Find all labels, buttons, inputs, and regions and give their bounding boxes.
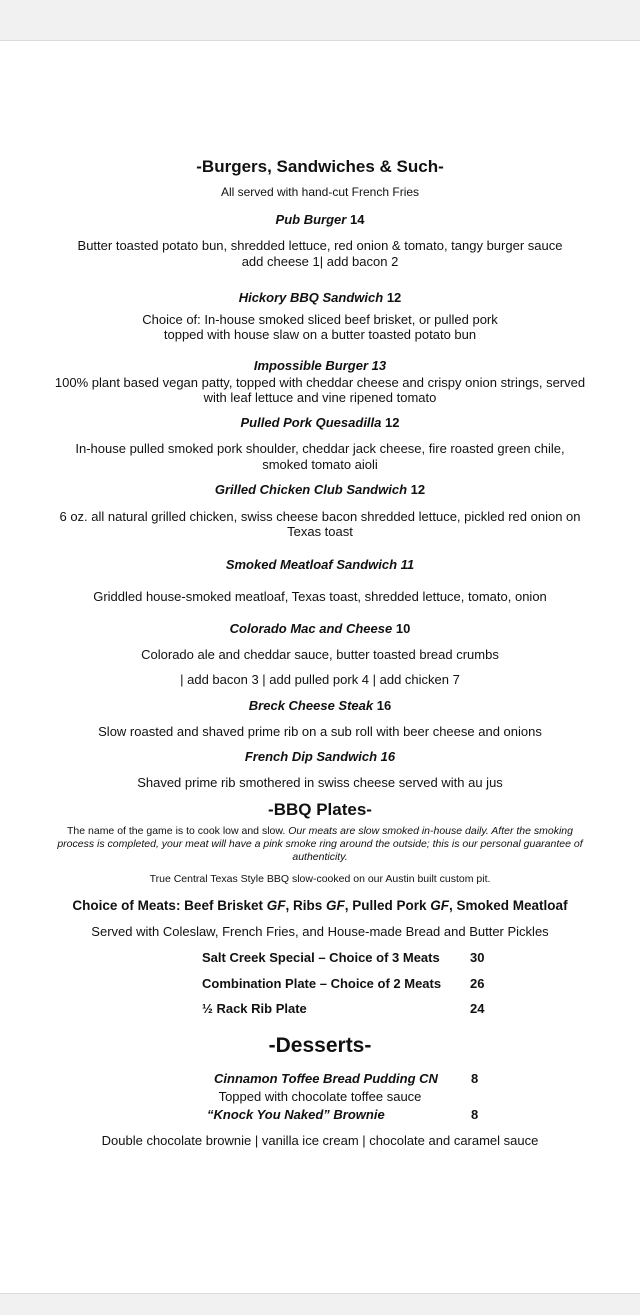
dessert-description: Double chocolate brownie | vanilla ice cream | chocolate and caramel sauce [101,1133,539,1148]
item-price: 16 [380,749,396,764]
item-price: 11 [400,557,415,572]
item-description: Butter toasted potato bun, shredded lettuce, red onion & tomato, tangy burger sauce [77,238,563,253]
bbq-served-with: Served with Coleslaw, French Fries, and House-made Bread and Butter Pickles [91,924,549,939]
item-name: French Dip Sandwich [244,749,378,764]
menu-item-title [0,415,640,430]
bbq-intro [0,838,640,850]
item-description: Shaved prime rib smothered in swiss cheese served with au jus [137,775,503,790]
menu-item-title [0,698,640,713]
item-price: 16 [376,698,392,713]
menu-item-title [0,621,640,636]
bbq-pit-note: True Central Texas Style BBQ slow-cooked on our Austin built custom pit. [149,873,491,885]
item-description: Slow roasted and shaved prime rib on a sub roll with beer cheese and onions [98,724,542,739]
menu-item-title [0,482,640,497]
bbq-intro [0,851,640,863]
section-title-bbq: -BBQ Plates- [268,800,372,819]
item-name: Colorado Mac and Cheese [229,621,393,636]
menu-item-title [0,358,640,373]
bbq-intro-plain: The name of the game is to cook low and slow. [67,825,289,837]
item-name: Breck Cheese Steak [248,698,374,713]
plate-name: Salt Creek Special – Choice of 3 Meats [202,950,440,965]
meats-text: , Smoked Meatloaf [449,898,568,913]
bbq-intro [0,825,640,837]
item-name: Impossible Burger [253,358,369,373]
item-price: 12 [386,290,402,305]
dessert-description: Topped with chocolate toffee sauce [218,1089,422,1104]
item-description: | add bacon 3 | add pulled pork 4 | add chicken 7 [180,672,460,687]
dessert-name: Cinnamon Toffee Bread Pudding CN [214,1071,438,1086]
menu-page [0,40,640,1294]
item-description: Choice of: In-house smoked sliced beef brisket, or pulled pork [142,312,498,327]
plate-price: 24 [470,1001,485,1016]
item-price: 12 [410,482,426,497]
item-description: Griddled house-smoked meatloaf, Texas toast, shredded lettuce, tomato, onion [93,589,547,604]
item-price: 10 [395,621,411,636]
menu-item-title [0,557,640,572]
meats-text: Choice of Meats: Beef Brisket [72,898,267,913]
item-description: smoked tomato aioli [262,457,378,472]
item-name: Grilled Chicken Club Sandwich [214,482,408,497]
item-name: Pub Burger [275,212,347,227]
item-price: 13 [371,358,387,373]
section-title-desserts: -Desserts- [268,1034,372,1057]
gf-tag: GF [266,898,286,913]
item-description: In-house pulled smoked pork shoulder, cheddar jack cheese, fire roasted green chile, [75,441,565,456]
menu-item-title [0,212,640,227]
item-name: Smoked Meatloaf Sandwich [225,557,398,572]
plate-price: 26 [470,976,485,991]
item-price: 14 [349,212,365,227]
item-name: Pulled Pork Quesadilla [240,415,382,430]
menu-item-title [0,749,640,764]
meats-text: , Pulled Pork [344,898,431,913]
section-title-burgers: -Burgers, Sandwiches & Such- [196,157,444,176]
dessert-name: “Knock You Naked” Brownie [207,1107,385,1122]
item-name: Hickory BBQ Sandwich [238,290,384,305]
plate-name: Combination Plate – Choice of 2 Meats [202,976,442,991]
menu-item-title [0,290,640,305]
dessert-price: 8 [471,1071,479,1086]
item-description: Texas toast [287,524,353,539]
item-description: with leaf lettuce and vine ripened tomato [203,390,437,405]
meats-text: , Ribs [285,898,326,913]
bbq-intro-italic: process is completed, your meat will have a pink smoke ring around the outside; this is our personal guarantee of [57,838,583,850]
dessert-price: 8 [471,1107,479,1122]
item-description: topped with house slaw on a butter toasted potato bun [163,327,477,342]
item-description: Colorado ale and cheddar sauce, butter toasted bread crumbs [141,647,499,662]
item-description: 6 oz. all natural grilled chicken, swiss cheese bacon shredded lettuce, pickled red onion on [59,509,581,524]
plate-name: ½ Rack Rib Plate [202,1001,307,1016]
bbq-meat-choices [0,898,640,913]
item-description: 100% plant based vegan patty, topped with cheddar cheese and crispy onion strings, served [54,375,586,390]
gf-tag: GF [430,898,450,913]
plate-price: 30 [470,950,485,965]
section-subtitle: All served with hand-cut French Fries [220,185,420,199]
item-price: 12 [385,415,400,430]
bbq-intro-italic: Our meats are slow smoked in-house daily. After the smoking [288,825,573,837]
item-description: add cheese 1| add bacon 2 [241,254,399,269]
gf-tag: GF [326,898,345,913]
bbq-intro-italic: authenticity. [292,851,348,863]
